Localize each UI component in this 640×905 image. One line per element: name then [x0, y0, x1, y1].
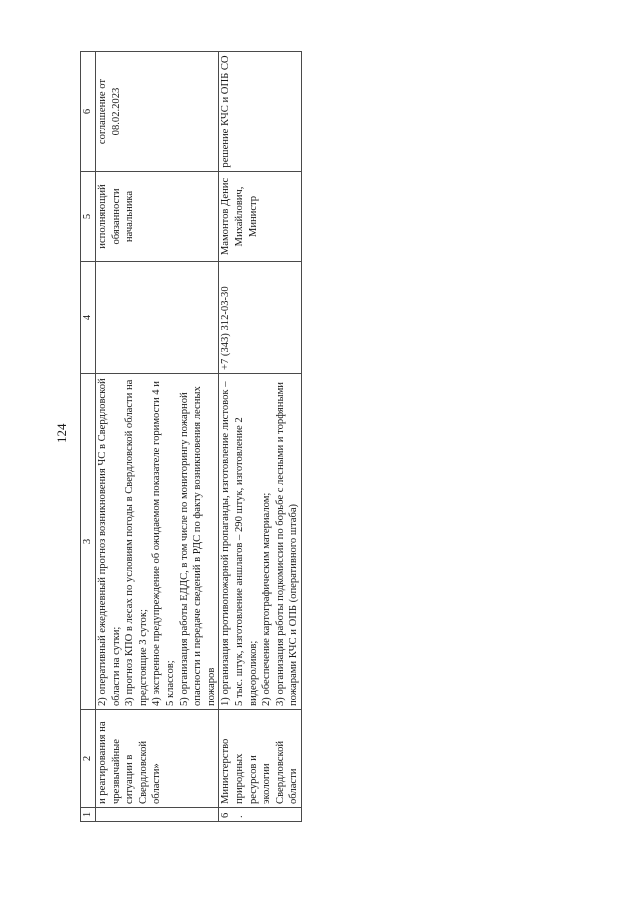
task-item: 3) прогноз КПО в лесах по условиям погоды в Свердловской области на предстоящие 3 суток;	[124, 379, 149, 706]
page-number: 124	[54, 423, 69, 443]
header-cell: 5	[81, 172, 96, 262]
organization-cell: Министерство природных ресурсов и экологии Свердловской области	[219, 710, 302, 808]
task-item: 4) экстренное предупреждение об ожидаемом показателе горимости 4 и 5 классов;	[151, 381, 176, 706]
phone-cell: +7 (343) 312-03-30	[219, 262, 302, 374]
header-cell: 4	[81, 262, 96, 374]
row-number-cell: 6.	[219, 808, 302, 822]
rotated-table-container	[80, 52, 344, 822]
table-row	[219, 52, 302, 822]
tasks-cell	[96, 374, 219, 710]
task-item: 3) организация работы подкомиссии по борьбе с лесными и торфяными пожарами КЧС и ОПБ (оперативного штаба)	[274, 382, 300, 706]
table-row	[96, 52, 219, 822]
header-row	[81, 52, 96, 822]
header-cell: 3	[81, 374, 96, 710]
responsible-person-cell: исполняющий обязанности начальника	[96, 172, 219, 262]
task-item: 1) организация противопожарной пропаганды, изготовление листовок – 5 тыс. штук, изготовление аншлагов – 290 штук, изготовление 2 видеороликов;	[220, 381, 259, 706]
row-number-cell	[96, 808, 219, 822]
task-item: 5) организация работы ЕДДС, в том числе по мониторингу пожарной опасности и передаче сведений в РДС по факту возникновения лесных пожаров	[178, 386, 217, 706]
header-cell: 6	[81, 52, 96, 172]
tasks-cell	[219, 374, 302, 710]
phone-cell	[96, 262, 219, 374]
basis-cell: решение КЧС и ОПБ СО	[219, 52, 302, 172]
header-cell: 2	[81, 710, 96, 808]
basis-cell: соглашение от 08.02.2023	[96, 52, 219, 172]
task-item: 2) оперативный ежедневный прогноз возникновения ЧС в Свердловской области на сутки;	[97, 378, 122, 706]
organization-cell: и реагирования на чрезвычайные ситуации в Свердловской области»	[96, 710, 219, 808]
task-item: 2) обеспечение картографическим материалом;	[261, 492, 273, 706]
plan-table	[80, 51, 302, 822]
responsible-person-cell: Мамонтов Денис Михайлович, Министр	[219, 172, 302, 262]
header-cell: 1	[81, 808, 96, 822]
